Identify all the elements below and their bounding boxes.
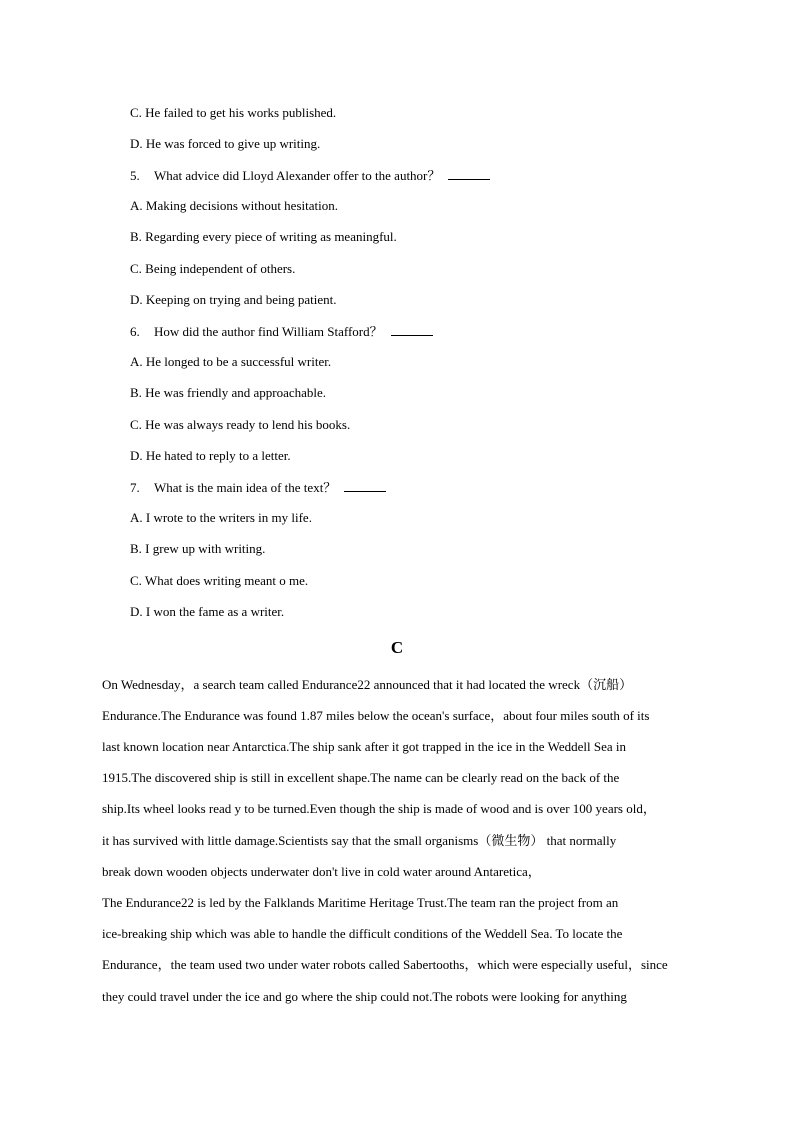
q6-answer-blank[interactable] (391, 323, 433, 336)
passage-line: they could travel under the ice and go where the ship could not.The robots were looking for anything (102, 989, 627, 1004)
q5-option-c: C. Being independent of others. (130, 261, 296, 276)
passage-line: ice-breaking ship which was able to handle the difficult conditions of the Weddell Sea. To locate the (102, 926, 623, 941)
q6-option-b: B. He was friendly and approachable. (130, 385, 327, 400)
q7-option-a: A. I wrote to the writers in my life. (130, 510, 312, 525)
section-heading: C (390, 638, 404, 657)
q7-text: What is the main idea of the text？ (154, 480, 337, 495)
passage-line: it has survived with little damage.Scientists say that the small organisms（微生物） that normally (102, 833, 617, 848)
q5-stem (130, 167, 490, 184)
passage-line: The Endurance22 is led by the Falklands Maritime Heritage Trust.The team ran the project from an (102, 895, 619, 910)
q6-option-a: A. He longed to be a successful writer. (130, 354, 332, 369)
q7-stem (130, 479, 386, 496)
q5-text: What advice did Lloyd Alexander offer to the author？ (154, 168, 441, 183)
passage-line: ship.Its wheel looks read y to be turned.Even though the ship is made of wood and is over 100 years old， (102, 801, 656, 816)
q6-number: 6. (130, 324, 140, 339)
q7-answer-blank[interactable] (344, 479, 386, 492)
q6-stem (130, 323, 433, 340)
q4-option-d: D. He was forced to give up writing. (130, 136, 321, 151)
q7-option-d: D. I won the fame as a writer. (130, 604, 285, 619)
q5-option-d: D. Keeping on trying and being patient. (130, 292, 337, 307)
passage-line: 1915.The discovered ship is still in excellent shape.The name can be clearly read on the back of the (102, 770, 620, 785)
q4-option-c: C. He failed to get his works published. (130, 105, 337, 120)
passage-line: On Wednesday，a search team called Endurance22 announced that it had located the wreck（沉船） (102, 677, 633, 692)
passage-line: last known location near Antarctica.The ship sank after it got trapped in the ice in the Weddell Sea in (102, 739, 626, 754)
q6-text: How did the author find William Stafford？ (154, 324, 383, 339)
passage-line: Endurance，the team used two under water robots called Sabertooths，which were especially useful，since (102, 957, 668, 972)
q6-option-d: D. He hated to reply to a letter. (130, 448, 291, 463)
passage-line: Endurance.The Endurance was found 1.87 miles below the ocean's surface，about four miles south of its (102, 708, 650, 723)
q7-option-c: C. What does writing meant o me. (130, 573, 309, 588)
q5-option-b: B. Regarding every piece of writing as meaningful. (130, 229, 397, 244)
q5-number: 5. (130, 168, 140, 183)
q6-option-c: C. He was always ready to lend his books. (130, 417, 351, 432)
q5-answer-blank[interactable] (448, 167, 490, 180)
q7-number: 7. (130, 480, 140, 495)
q7-option-b: B. I grew up with writing. (130, 541, 266, 556)
q5-option-a: A. Making decisions without hesitation. (130, 198, 338, 213)
passage-line: break down wooden objects underwater don't live in cold water around Antaretica， (102, 864, 541, 879)
